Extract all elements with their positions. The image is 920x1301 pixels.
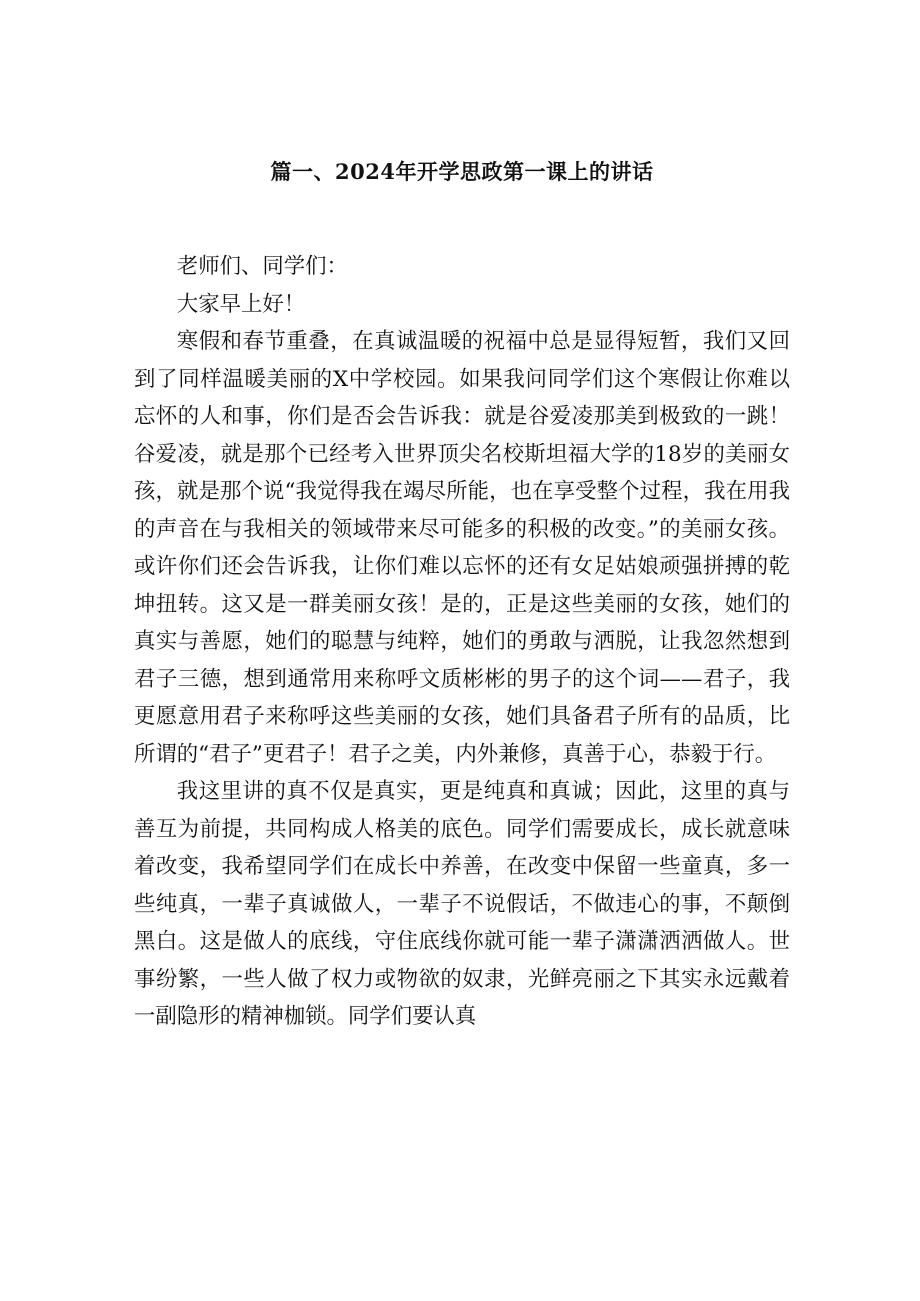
body-paragraph: 寒假和春节重叠，在真诚温暖的祝福中总是显得短暂，我们又回到了同样温暖美丽的X中学校园。如果我问同学们这个寒假让你难以忘怀的人和事，你们是否会告诉我：就是谷爱凌那美到极致的一跳！谷爱凌，就是那个已经考入世界顶尖名校斯坦福大学的18岁的美丽女孩，就是那个说“我觉得我在竭尽所能，也在享受整个过程，我在用我的声音在与我相关的领域带来尽可能多的积极的改变。”的美丽女孩。或许你们还会告诉我，让你们难以忘怀的还有女足姑娘顽强拼搏的乾坤扭转。这又是一群美丽女孩！是的，正是这些美丽的女孩，她们的真实与善愿，她们的聪慧与纯粹，她们的勇敢与洒脱，让我忽然想到君子三德，想到通常用来称呼文质彬彬的男子的这个词——君子，我更愿意用君子来称呼这些美丽的女孩，她们具备君子所有的品质，比所谓的“君子”更君子！君子之美，内外兼修，真善于心，恭毅于行。 [134, 329, 790, 767]
document-body [134, 248, 790, 1036]
body-paragraph: 我这里讲的真不仅是真实，更是纯真和真诚；因此，这里的真与善互为前提，共同构成人格美的底色。同学们需要成长，成长就意味着改变，我希望同学们在成长中养善，在改变中保留一些童真，多一些纯真，一辈子真诚做人，一辈子不说假话，不做违心的事，不颠倒黑白。这是做人的底线，守住底线你就可能一辈子潇潇洒洒做人。世事纷繁，一些人做了权力或物欲的奴隶，光鲜亮丽之下其实永远戴着一副隐形的精神枷锁。同学们要认真 [134, 779, 790, 1029]
document-title: 篇一、2024年开学思政第一课上的讲话 [270, 159, 654, 184]
salutation-paragraph: 老师们、同学们： [176, 254, 348, 279]
greeting-paragraph: 大家早上好！ [176, 291, 306, 317]
